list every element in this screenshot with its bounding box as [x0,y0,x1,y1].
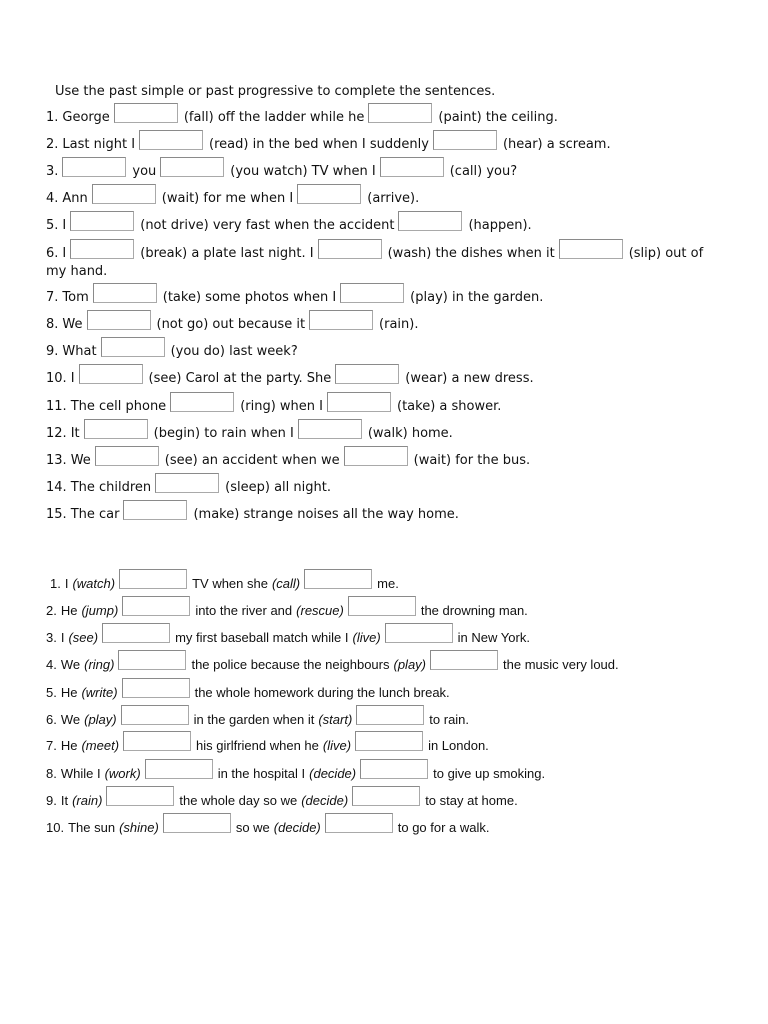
answer-box[interactable] [304,569,372,589]
answer-box[interactable] [87,310,151,330]
answer-box[interactable] [106,786,174,806]
item-number: 12. [46,426,67,441]
sentence-text: into the river and [195,603,293,618]
item-number: 9. [46,344,59,359]
sentence-text: to give up smoking. [433,766,546,781]
sentence-text: (take) some photos when I [162,290,337,305]
answer-box[interactable] [79,364,143,384]
exercise-1-item [46,473,331,495]
exercise-1-item [46,446,530,468]
sentence-text: (see) an accident when we [164,453,340,468]
sentence-text: While I [60,766,101,781]
answer-box[interactable] [325,813,393,833]
sentence-text: (not go) out because it [156,317,306,332]
verb-hint: (decide) [309,766,357,781]
sentence-text: The sun [68,820,116,835]
sentence-text: (wait) for me when I [161,191,294,206]
exercise-1-item [46,130,611,152]
exercise-1-item [46,337,298,359]
exercise-2-item [46,596,528,618]
verb-hint: (live) [352,630,381,645]
sentence-text: my first baseball match while I [175,630,349,645]
answer-box[interactable] [101,337,165,357]
sentence-text: (happen). [468,218,532,233]
answer-box[interactable] [122,596,190,616]
sentence-text: He [60,685,78,700]
answer-box[interactable] [344,446,408,466]
answer-box[interactable] [119,569,187,589]
sentence-text: to go for a walk. [397,820,490,835]
sentence-text: me. [377,576,399,591]
sentence-text: in the hospital I [217,766,306,781]
sentence-text: the drowning man. [420,603,528,618]
sentence-text: the music very loud. [503,657,619,672]
answer-box[interactable] [356,705,424,725]
answer-box[interactable] [352,786,420,806]
verb-hint: (rescue) [296,603,344,618]
item-number: 1. [50,576,61,591]
sentence-text: I [70,371,75,386]
exercise-1-item [46,310,419,332]
sentence-text: (wash) the dishes when it [387,246,555,261]
answer-box[interactable] [348,596,416,616]
sentence-text: (play) in the garden. [410,290,544,305]
item-number: 2. [46,603,57,618]
answer-box[interactable] [84,419,148,439]
answer-box[interactable] [318,239,382,259]
sentence-text: (paint) the ceiling. [438,110,558,125]
item-number: 10. [46,371,67,386]
item-number: 2. [46,137,59,152]
answer-box[interactable] [355,731,423,751]
verb-hint: (live) [322,738,352,753]
verb-hint: (meet) [81,738,120,753]
answer-box[interactable] [93,283,157,303]
answer-box[interactable] [430,650,498,670]
item-number: 6. [46,712,57,727]
sentence-text: (sleep) all night. [225,480,331,495]
item-number: 14. [46,480,67,495]
sentence-text: (you watch) TV when I [230,164,376,179]
sentence-text: TV when she [192,576,268,591]
item-number: 5. [46,218,59,233]
sentence-text: his girlfriend when he [196,738,319,753]
item-number: 8. [46,317,59,332]
sentence-text: (fall) off the ladder while he [183,110,365,125]
verb-hint: (see) [68,630,99,645]
verb-hint: (watch) [72,576,116,591]
answer-box[interactable] [123,500,187,520]
verb-hint: (play) [84,712,117,727]
sentence-text: the police because the neighbours [191,657,390,672]
sentence-text: He [60,603,78,618]
sentence-text: (take) a shower. [397,399,502,414]
sentence-text: We [60,712,81,727]
sentence-text: (hear) a scream. [502,137,611,152]
sentence-text: (arrive). [367,191,420,206]
exercise-1-item [46,211,532,233]
item-number: 1. [46,110,59,125]
verb-hint: (rain) [72,793,103,808]
verb-hint: (decide) [301,793,349,808]
item-number: 11. [46,399,67,414]
answer-box[interactable] [398,211,462,231]
exercise-1-item [46,500,459,522]
sentence-text: I [64,576,69,591]
answer-box[interactable] [335,364,399,384]
verb-hint: (call) [271,576,301,591]
sentence-text: It [70,426,80,441]
sentence-text: We [60,657,81,672]
verb-hint: (decide) [273,820,321,835]
answer-box[interactable] [380,157,444,177]
verb-hint: (play) [393,657,427,672]
answer-box[interactable] [114,103,178,123]
answer-box[interactable] [123,731,191,751]
answer-box[interactable] [163,813,231,833]
item-number: 5. [46,685,57,700]
answer-box[interactable] [298,419,362,439]
sentence-text: so we [235,820,270,835]
sentence-text: I [62,246,67,261]
sentence-text: We [62,317,83,332]
item-number: 3. [46,164,59,179]
sentence-text: you [132,164,157,179]
sentence-text: (read) in the bed when I suddenly [209,137,429,152]
exercise-1-item [46,283,543,305]
sentence-text: the whole day so we [179,793,298,808]
sentence-text: (walk) home. [367,426,453,441]
exercise-1-item [46,419,453,441]
item-number: 3. [46,630,57,645]
item-number: 10. [46,820,65,835]
answer-box[interactable] [559,239,623,259]
sentence-text: I [60,630,65,645]
sentence-text: Tom [62,290,89,305]
answer-box[interactable] [70,211,134,231]
answer-box[interactable] [62,157,126,177]
exercise-2-item [46,786,518,808]
sentence-text: (not drive) very fast when the accident [140,218,395,233]
exercise-1-item [46,103,558,125]
sentence-text: The children [70,480,152,495]
sentence-text: (begin) to rain when I [153,426,294,441]
verb-hint: (ring) [84,657,115,672]
sentence-text: (break) a plate last night. I [140,246,314,261]
answer-box[interactable] [155,473,219,493]
exercise-2-item [46,650,619,672]
item-number: 8. [46,766,57,781]
sentence-text: He [60,738,78,753]
sentence-text: (make) strange noises all the way home. [193,507,459,522]
sentence-text: (you do) last week? [170,344,298,359]
answer-box[interactable] [160,157,224,177]
answer-box[interactable] [118,650,186,670]
sentence-text: George [62,110,110,125]
exercise-2-item [46,705,469,727]
sentence-text: Last night I [62,137,136,152]
answer-box[interactable] [95,446,159,466]
exercise-1-item [46,157,517,179]
sentence-text: (call) you? [449,164,518,179]
answer-box[interactable] [360,759,428,779]
answer-box[interactable] [70,239,134,259]
sentence-text: in London. [428,738,489,753]
item-number: 9. [46,793,57,808]
answer-box[interactable] [102,623,170,643]
sentence-text: (rain). [379,317,419,332]
exercise-1-item [46,364,534,386]
exercise-2-item [46,813,490,835]
answer-box[interactable] [297,184,361,204]
sentence-text: to stay at home. [425,793,518,808]
sentence-text: in New York. [457,630,530,645]
sentence-text: It [60,793,69,808]
item-number: 15. [46,507,67,522]
exercise-2-item [46,623,530,645]
exercise-2-item [46,731,489,753]
answer-box[interactable] [385,623,453,643]
item-number: 7. [46,290,59,305]
verb-hint: (jump) [81,603,119,618]
answer-box[interactable] [340,283,404,303]
exercise-2-item [50,569,399,591]
verb-hint: (work) [104,766,141,781]
exercise-2-item [46,759,545,781]
answer-box[interactable] [121,705,189,725]
exercise-1-item [46,392,501,414]
answer-box[interactable] [327,392,391,412]
item-number: 13. [46,453,67,468]
sentence-text: What [62,344,97,359]
answer-box[interactable] [309,310,373,330]
instructions: Use the past simple or past progressive to complete the sentences. [55,84,496,99]
answer-box[interactable] [433,130,497,150]
item-number: 4. [46,191,59,206]
item-continuation: my hand. [46,264,108,279]
exercise-2-item [46,678,450,700]
sentence-text: (wear) a new dress. [405,371,534,386]
item-number: 4. [46,657,57,672]
item-number: 7. [46,738,57,753]
sentence-text: in the garden when it [193,712,315,727]
sentence-text: (slip) out of [628,246,704,261]
answer-box[interactable] [170,392,234,412]
verb-hint: (shine) [119,820,159,835]
sentence-text: to rain. [429,712,470,727]
sentence-text: (ring) when I [240,399,323,414]
sentence-text: We [70,453,91,468]
answer-box[interactable] [139,130,203,150]
sentence-text: The car [70,507,120,522]
answer-box[interactable] [92,184,156,204]
exercise-1-item [46,239,703,261]
sentence-text: The cell phone [70,399,167,414]
verb-hint: (write) [81,685,118,700]
answer-box[interactable] [122,678,190,698]
item-number: 6. [46,246,59,261]
sentence-text: (see) Carol at the party. She [148,371,332,386]
exercise-1-item [46,184,419,206]
sentence-text: the whole homework during the lunch break. [194,685,450,700]
sentence-text: Ann [62,191,88,206]
verb-hint: (start) [318,712,353,727]
answer-box[interactable] [145,759,213,779]
answer-box[interactable] [368,103,432,123]
sentence-text: (wait) for the bus. [413,453,531,468]
sentence-text: I [62,218,67,233]
